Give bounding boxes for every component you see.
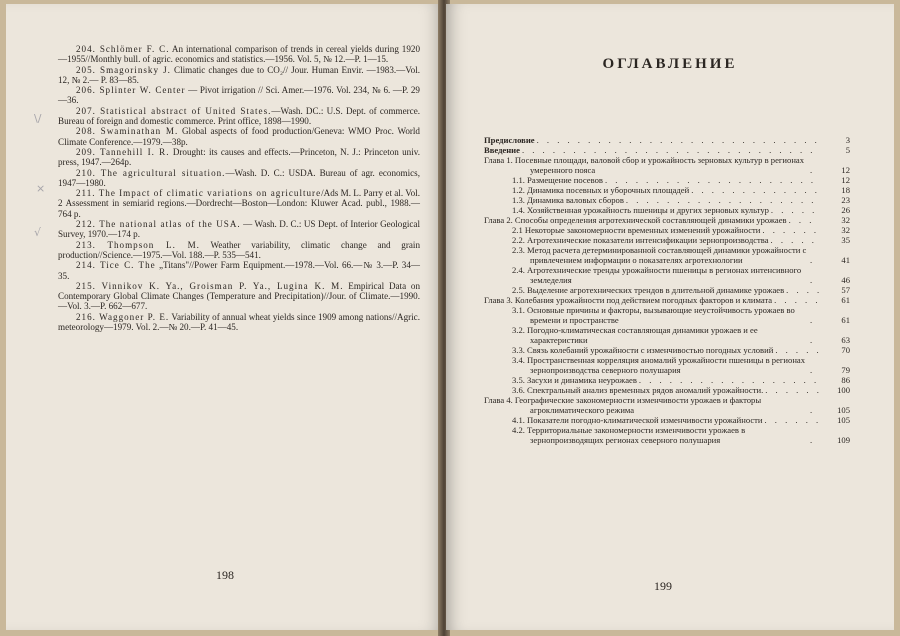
toc-page-number: 46 (841, 275, 850, 285)
toc-entry[interactable] (484, 425, 850, 445)
toc-page-number: 109 (837, 435, 850, 445)
toc-entry-title: 1.3. Динамика валовых сборов (512, 195, 624, 205)
toc-entry[interactable] (484, 235, 850, 245)
reference-text: —Wash. D. C.: USDA. Bureau of agr. economics, 1947—1980. (58, 167, 420, 188)
page-number: 199 (654, 579, 672, 593)
toc-entry[interactable] (484, 395, 850, 415)
reference-entry (58, 281, 420, 312)
reference-author: 213. Thompson L. M. (76, 239, 200, 250)
toc-entry-title: 3.3. Связь колебаний урожайности с изменчивостью погодных условий (512, 345, 774, 355)
toc-entry-title: 1.2. Динамика посевных и уборочных площадей (512, 185, 690, 195)
toc-entry-title: 4.1. Показатели погодно-климатической изменчивости урожайности (512, 415, 763, 425)
toc-entry-title: 3.5. Засухи и динамика неурожаев (512, 375, 637, 385)
toc-entry[interactable] (484, 185, 850, 195)
toc-leader-dots (771, 205, 820, 215)
toc-leader-dots (762, 225, 820, 235)
reference-entry (58, 106, 420, 127)
toc-entry-title: Введение (484, 145, 520, 155)
toc-entry[interactable] (484, 215, 850, 225)
toc-leader-dots (626, 195, 820, 205)
toc-page-number: 57 (841, 285, 850, 295)
toc-entry-title: 3.2. Погодно-климатическая составляющая динамики урожаев и ее характеристики (512, 325, 758, 345)
toc-entry[interactable] (484, 135, 850, 145)
toc-entry-title: 1.1. Размещение посевов (512, 175, 603, 185)
toc-page-number: 61 (841, 295, 850, 305)
reference-author: 208. Swaminathan M. (76, 126, 179, 137)
contents-title: ОГЛАВЛЕНИЕ (602, 56, 738, 72)
reference-author: 210. The agricultural situation. (76, 167, 226, 178)
toc-leader-dots (537, 135, 820, 145)
toc-leader-dots (810, 275, 820, 285)
reference-list (58, 44, 420, 332)
reference-author: 211. The Impact of climatic variations on agriculture (76, 188, 322, 199)
toc-entry[interactable] (484, 245, 850, 265)
toc-entry-title: Глава 4. Географические закономерности изменчивости урожаев и факторы агроклиматического режима (484, 395, 762, 415)
toc-entry[interactable] (484, 325, 850, 345)
toc-entry-title: 2.3. Метод расчета детерминированной составляющей динамики урожайности с привлечением информации о показателях агротехнологии (512, 245, 807, 265)
toc-leader-dots (810, 435, 820, 445)
toc-entry[interactable] (484, 385, 850, 395)
reference-entry (58, 260, 420, 281)
reference-text: Global aspects of food production/Geneva: WMO Proc. World Climate Conference.—1979.—38p. (58, 126, 420, 147)
reference-author: 214. Tice C. The (76, 260, 156, 271)
toc-leader-dots (775, 345, 820, 355)
toc-page-number: 70 (841, 345, 850, 355)
pencil-mark: ⨯ (36, 182, 46, 195)
toc-leader-dots (691, 185, 820, 195)
toc-page-number: 23 (841, 195, 850, 205)
toc-entry[interactable] (484, 415, 850, 425)
toc-page-number: 35 (841, 235, 850, 245)
reference-author: 212. The national atlas of the USA. (76, 219, 241, 230)
toc-page-number: 26 (841, 205, 850, 215)
toc-entry[interactable] (484, 145, 850, 155)
toc-entry[interactable] (484, 175, 850, 185)
toc-leader-dots (765, 415, 821, 425)
toc-leader-dots (810, 335, 820, 345)
right-page (446, 4, 894, 630)
toc-page-number: 5 (845, 145, 850, 155)
reference-entry (58, 312, 420, 333)
toc-entry-title: 1.4. Хозяйственная урожайность пшеницы и других зерновых культур (512, 205, 769, 215)
toc-entry-title: 4.2. Территориальные закономерности изменчивости урожаев в зернопроизводящих регионах северного полушария (512, 425, 746, 445)
reference-text: „Titans"//Power Farm Equipment.—1978.—Vol. 66.—№ 3.—P. 34—35. (58, 260, 420, 281)
toc-entry-title: 2.2. Агротехнические показатели интенсификации зернопроизводства (512, 235, 769, 245)
pencil-mark: √ (34, 226, 42, 239)
toc-page-number: 3 (845, 135, 850, 145)
toc-page-number: 100 (837, 385, 850, 395)
reference-author: 207. Statistical abstract of United States. (76, 105, 272, 116)
reference-entry (58, 219, 420, 240)
reference-entry (58, 188, 420, 219)
reference-entry (58, 44, 420, 65)
toc-leader-dots (765, 385, 820, 395)
reference-text: Climatic changes due to CO₂// Jour. Human Envir. —1983.—Vol. 12, № 2.— P. 83—85. (58, 64, 420, 85)
toc-page-number: 32 (841, 215, 850, 225)
toc-leader-dots (639, 375, 820, 385)
toc-entry[interactable] (484, 375, 850, 385)
toc-page-number: 32 (841, 225, 850, 235)
toc-entry-title: Глава 1. Посевные площади, валовой сбор и урожайность зерновых культур в регионах умеренного пояса (484, 155, 805, 175)
reference-text: /Ads M. L. Parry et al. Vol. 2 Assessment in semiarid regions.—Dordrecht—Boston—London: Kluwer Acad. publ., 1988.—764 p. (58, 188, 420, 219)
toc-leader-dots (771, 235, 820, 245)
toc-entry-title: 2.5. Выделение агротехнических трендов в длительной динамике урожаев (512, 285, 785, 295)
reference-author: 206. Splinter W. Center (76, 85, 186, 96)
reference-text: Weather variability, climatic change and grain production//Science.—1975.—Vol. 188.—P. 535—541. (58, 239, 420, 260)
reference-author: 209. Tannehill I. R. (76, 146, 170, 157)
toc-leader-dots (810, 255, 820, 265)
toc-entry[interactable] (484, 195, 850, 205)
toc-page-number: 61 (841, 315, 850, 325)
toc-entry[interactable] (484, 295, 850, 305)
reference-author: 215. Vinnikov K. Ya., Groisman P. Ya., Lugina K. M. (76, 280, 344, 291)
toc-page-number: 63 (841, 335, 850, 345)
toc-leader-dots (810, 365, 820, 375)
reference-entry (58, 126, 420, 147)
pencil-mark: \/ (34, 112, 42, 125)
reference-text: — Wash. D. C.: US Dept. of Interior Geological Survey, 1970.—174 p. (58, 219, 420, 240)
toc-entry-title: 3.6. Спектральный анализ временных рядов аномалий урожайности. (512, 385, 764, 395)
toc-leader-dots (810, 405, 820, 415)
toc-page-number: 105 (837, 405, 850, 415)
reference-text: — Pivot irrigation // Sci. Amer.—1976. Vol. 234, № 6. —P. 29—36. (58, 85, 420, 106)
reference-entry (58, 65, 420, 86)
toc-page-number: 12 (841, 165, 850, 175)
toc-page-number: 41 (841, 255, 850, 265)
table-of-contents (484, 135, 850, 445)
toc-leader-dots (789, 215, 820, 225)
reference-text: Empirical Data on Contemporary Global Climate Changes (Temperature and Precipitation)//Jour. of Climate.—1990.—Vol. 3.—P. 662—677. (58, 280, 420, 312)
reference-entry (58, 168, 420, 189)
toc-entry-title: Глава 3. Колебания урожайности под действием погодных факторов и климата (484, 295, 773, 305)
toc-leader-dots (605, 175, 820, 185)
reference-text: An international comparison of trends in cereal yields during 1920—1955//Monthly bull. of agric. economics and statistics.—1956. Vol. 5, № 12.—P. 1—15. (58, 44, 420, 65)
toc-entry-title: Глава 2. Способы определения агротехнической составляющей динамики урожаев (484, 215, 787, 225)
toc-leader-dots (522, 145, 820, 155)
reference-text: Variability of annual wheat yields since 1909 among nations//Agric. meteorology—1979. Vol. 2.—№ 20.—P. 41—45. (58, 311, 420, 333)
reference-author: 205. Smagorinsky J. (76, 64, 171, 75)
toc-entry[interactable] (484, 265, 850, 285)
reference-author: 204. Schlömer F. C. (76, 44, 170, 54)
toc-entry[interactable] (484, 345, 850, 355)
toc-entry[interactable] (484, 355, 850, 375)
reference-text: —Wash. DC.: U.S. Dept. of commerce. Bureau of foreign and domestic commerce. Print office, 1898—1990. (58, 105, 421, 127)
toc-entry-title: Предисловие (484, 135, 535, 145)
page-number: 198 (216, 568, 234, 582)
reference-entry (58, 240, 420, 261)
toc-entry[interactable] (484, 305, 850, 325)
toc-entry[interactable] (484, 225, 850, 235)
reference-entry (58, 147, 420, 168)
toc-entry-title: 3.4. Пространственная корреляция аномалий урожайности пшеницы в регионах зернопроизводства северного полушария (512, 355, 806, 375)
left-page (6, 4, 442, 630)
toc-page-number: 105 (837, 415, 850, 425)
toc-entry-title: 2.4. Агротехнические тренды урожайности пшеницы в регионах интенсивного земледелия (512, 265, 802, 285)
toc-entry-title: 3.1. Основные причины и факторы, вызывающие неустойчивость урожаев во времени и пространстве (512, 305, 795, 325)
toc-entry[interactable] (484, 205, 850, 215)
reference-author: 216. Waggoner P. E. (76, 311, 170, 322)
toc-entry[interactable] (484, 155, 850, 175)
toc-leader-dots (786, 285, 820, 295)
toc-entry-title: 2.1 Некоторые закономерности временных изменений урожайности (512, 225, 761, 235)
toc-entry[interactable] (484, 285, 850, 295)
toc-page-number: 18 (841, 185, 850, 195)
toc-page-number: 79 (841, 365, 850, 375)
toc-leader-dots (810, 315, 820, 325)
reference-text: Drought: its causes and effects.—Princeton, N. J.: Princeton univ. press, 1947.—264p. (58, 146, 420, 168)
toc-leader-dots (810, 165, 820, 175)
toc-page-number: 12 (841, 175, 850, 185)
toc-page-number: 86 (841, 375, 850, 385)
toc-leader-dots (774, 295, 820, 305)
reference-entry (58, 85, 420, 106)
